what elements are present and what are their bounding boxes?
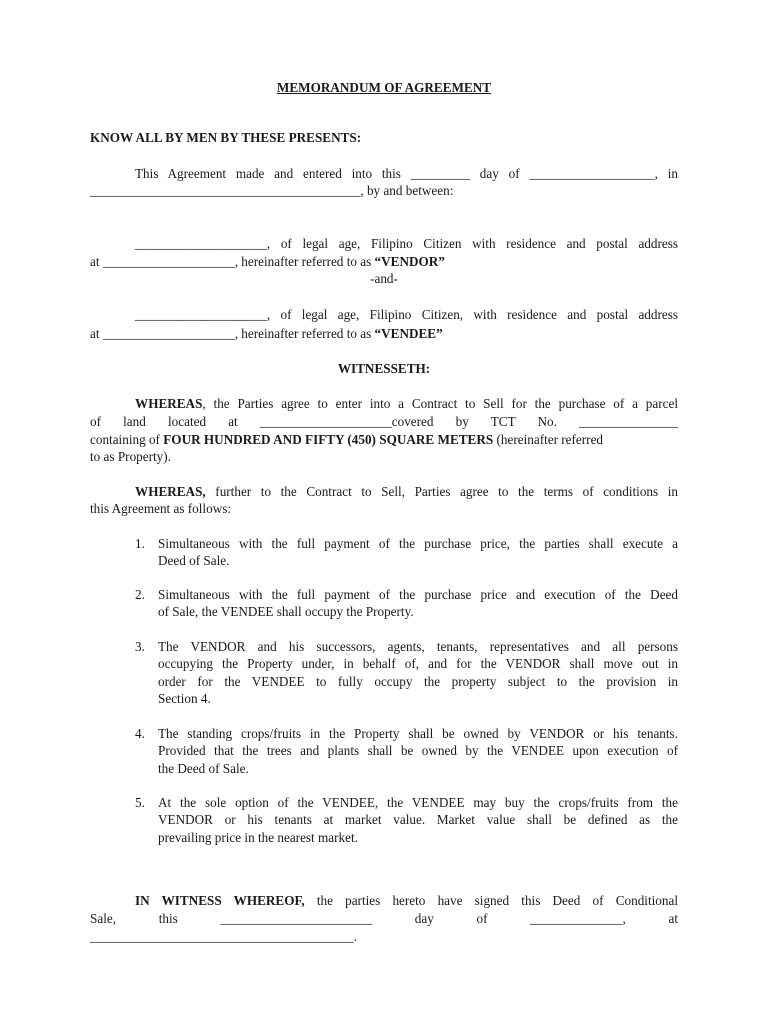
- list-item-line: of Sale, the VENDEE shall occupy the Property.: [158, 604, 414, 619]
- whereas2-line-1-text: further to the Contract to Sell, Parties agree to the terms of conditions in: [205, 484, 678, 499]
- list-item-line: The VENDOR and his successors, agents, tenants, representatives and all persons: [158, 639, 678, 654]
- vendor-name-blank: ____________________: [135, 236, 267, 251]
- vendor-line-2-text: at ____________________, hereinafter referred to as: [90, 254, 375, 269]
- list-item-line: At the sole option of the VENDEE, the VENDEE may buy the crops/fruits from the: [158, 795, 678, 810]
- witness-keyword: IN WITNESS WHEREOF,: [135, 893, 305, 908]
- list-item-number: 2.: [135, 587, 145, 602]
- whereas1-line-1: [135, 395, 678, 413]
- whereas1-keyword: WHEREAS: [135, 396, 203, 411]
- vendee-line-2-text: at ____________________, hereinafter referred to as: [90, 326, 375, 341]
- and-separator: -and-: [370, 271, 398, 286]
- list-item-line: prevailing price in the nearest market.: [158, 830, 358, 845]
- whereas2-keyword: WHEREAS,: [135, 484, 206, 499]
- list-item-line: occupying the Property under, in behalf of, and for the VENDOR shall move out in: [158, 656, 678, 671]
- vendee-label: “VENDEE”: [374, 326, 443, 341]
- list-item-line: Provided that the trees and plants shall be owned by the VENDEE upon execution of: [158, 743, 678, 758]
- witnesseth-heading: WITNESSETH:: [337, 361, 431, 376]
- vendee-line-2: [90, 325, 678, 343]
- whereas2-line-2: this Agreement as follows:: [90, 501, 232, 516]
- vendor-line-2: [90, 253, 678, 271]
- list-item-number: 5.: [135, 795, 145, 810]
- witness-line-3: ________________________________________.: [90, 929, 358, 944]
- intro-line-2: _________________________________________, by and between:: [90, 183, 454, 198]
- vendor-label: “VENDOR”: [374, 254, 445, 269]
- document-title: MEMORANDUM OF AGREEMENT: [276, 80, 492, 95]
- witness-line-2: Sale, this _______________________ day of ______________, at: [90, 911, 678, 926]
- list-item-number: 4.: [135, 726, 145, 741]
- vendor-line-1-text: , of legal age, Filipino Citizen with residence and postal address: [266, 236, 678, 251]
- know-all-heading: KNOW ALL BY MEN BY THESE PRESENTS:: [90, 130, 362, 145]
- list-item-line: Section 4.: [158, 691, 211, 706]
- list-item-line: Deed of Sale.: [158, 553, 230, 568]
- vendee-line-1: ____________________, of legal age, Filipino Citizen, with residence and postal address: [135, 307, 678, 322]
- list-item-line: order for the VENDEE to fully occupy the property subject to the provision in: [158, 674, 678, 689]
- witness-line-1-text: the parties hereto have signed this Deed of Conditional: [304, 893, 678, 908]
- whereas1-line-4: to as Property).: [90, 449, 171, 464]
- list-item-number: 1.: [135, 536, 145, 551]
- list-item-line: VENDOR or his tenants at market value. Market value shall be defined as the: [158, 812, 678, 827]
- whereas1-line-3-rest: (hereinafter referred: [493, 432, 604, 447]
- list-item-line: Simultaneous with the full payment of the purchase price, the parties shall execute a: [158, 536, 678, 551]
- list-item-line: The standing crops/fruits in the Property shall be owned by VENDOR or his tenants.: [158, 726, 678, 741]
- whereas1-line-2: of land located at ____________________covered by TCT No. _______________: [90, 414, 678, 429]
- whereas1-line-3-pre: containing of: [90, 432, 164, 447]
- intro-line-1: This Agreement made and entered into this _________ day of ___________________, in: [135, 166, 678, 181]
- whereas2-line-1: [135, 483, 678, 501]
- list-item-line: Simultaneous with the full payment of the purchase price and execution of the Deed: [158, 587, 678, 602]
- whereas1-line-3: [90, 431, 678, 449]
- witness-line-1: [135, 892, 678, 910]
- list-item-number: 3.: [135, 639, 145, 654]
- whereas1-line-1-text: , the Parties agree to enter into a Contract to Sell for the purchase of a parcel: [202, 396, 678, 411]
- area-size: FOUR HUNDRED AND FIFTY (450) SQUARE METERS: [163, 432, 494, 447]
- vendor-line-1: [135, 235, 678, 253]
- list-item-line: the Deed of Sale.: [158, 761, 249, 776]
